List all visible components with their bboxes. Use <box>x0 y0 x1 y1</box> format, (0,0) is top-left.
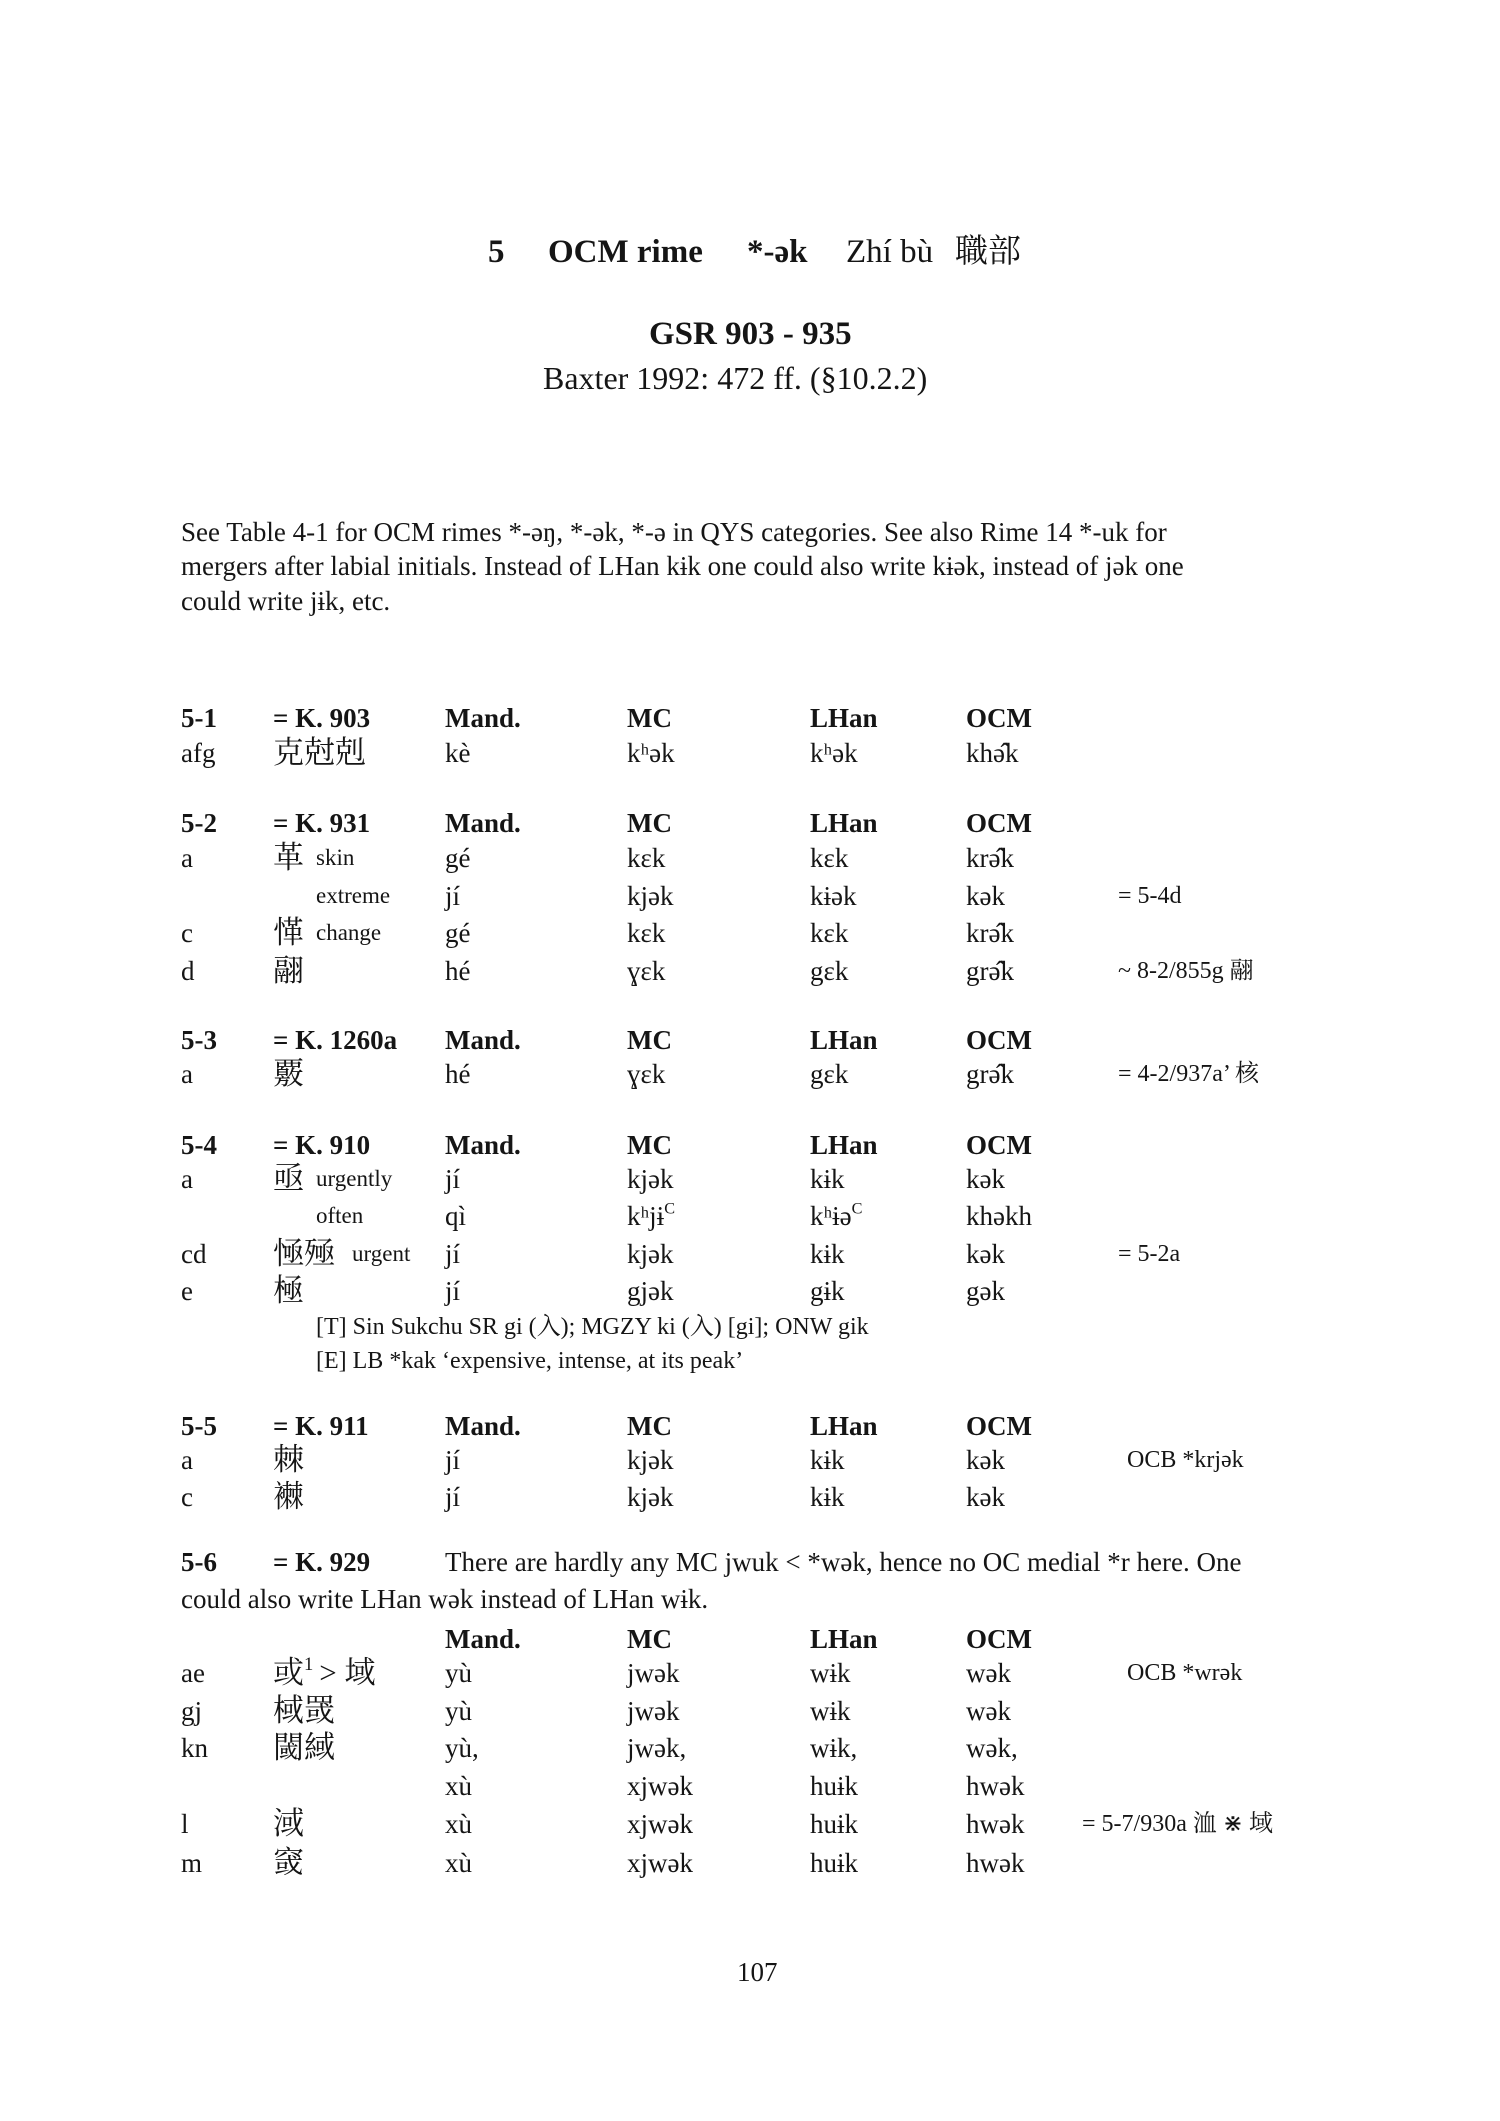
entry-row <box>0 1236 1500 1272</box>
entry-row <box>0 1768 1500 1804</box>
old-chinese-reading: hwək <box>966 1809 1025 1839</box>
middle-chinese-reading: kʰək <box>627 738 675 768</box>
later-han-reading: kɨk <box>810 1239 845 1269</box>
mandarin-reading: kè <box>445 738 471 768</box>
entry-label: kn <box>181 1733 208 1763</box>
entry-characters: 亟 <box>273 1161 304 1196</box>
old-chinese-reading: wək <box>966 1696 1011 1726</box>
entry-characters: 淢 <box>273 1806 304 1841</box>
middle-chinese-reading: jwək <box>627 1658 680 1688</box>
entry-row <box>0 735 1500 771</box>
col-header-old-chinese: OCM <box>966 1624 1032 1654</box>
karlgren-reference: = K. 929 <box>273 1547 371 1577</box>
middle-chinese-reading: kɛk <box>627 918 666 948</box>
entry-label: gj <box>181 1696 203 1726</box>
col-header-middle-chinese: MC <box>627 703 672 733</box>
mandarin-reading: jí <box>445 881 461 911</box>
later-han-reading: huɨk <box>810 1771 859 1801</box>
col-header-old-chinese: OCM <box>966 1025 1032 1055</box>
entry-label: c <box>181 1482 193 1512</box>
entry-character: 或 <box>273 1655 304 1690</box>
comment-row <box>0 1309 1500 1345</box>
old-chinese-reading: hwək <box>966 1848 1025 1878</box>
col-header-mandarin: Mand. <box>445 1411 521 1441</box>
baxter-reconstruction-note: OCB *wrək <box>1127 1660 1243 1686</box>
later-han-reading: kɨk <box>810 1445 845 1475</box>
mandarin-reading: yù <box>445 1696 472 1726</box>
old-chinese-reading: wək, <box>966 1733 1018 1763</box>
old-chinese-reading: khə̂k <box>966 738 1019 768</box>
later-han-reading: gɨk <box>810 1276 845 1306</box>
col-header-old-chinese: OCM <box>966 808 1032 838</box>
entry-label: c <box>181 918 193 948</box>
karlgren-reference: = K. 1260a <box>273 1025 398 1055</box>
old-chinese-reading: khəkh <box>966 1201 1032 1231</box>
middle-chinese-reading: kjək <box>627 881 674 911</box>
middle-chinese-base: kʰjɨ <box>627 1201 665 1231</box>
later-han-reading: wɨk, <box>810 1733 858 1763</box>
entry-row <box>0 1730 1500 1766</box>
middle-chinese-tone: C <box>664 1199 675 1218</box>
entry-characters: 㥛殛 <box>273 1236 335 1271</box>
entry-row <box>0 1479 1500 1515</box>
baxter-reference: Baxter 1992: 472 ff. (§10.2.2) <box>543 360 928 396</box>
later-han-reading: kɛk <box>810 843 849 873</box>
col-header-later-han: LHan <box>810 1411 878 1441</box>
gsr-range: GSR 903 - 935 <box>649 316 852 352</box>
later-han-reading: huɨk <box>810 1848 859 1878</box>
intro-line: mergers after labial initials. Instead of LHan kɨk one could also write kɨək, instead of jək one <box>181 551 1184 581</box>
col-header-mandarin: Mand. <box>445 1025 521 1055</box>
page-number: 107 <box>737 1957 778 1987</box>
entry-label: m <box>181 1848 203 1878</box>
old-chinese-reading: kək <box>966 1164 1005 1194</box>
rime-final: *-ək <box>747 234 808 270</box>
entry-characters: 閾緎 <box>273 1730 335 1765</box>
intro-line: See Table 4-1 for OCM rimes *-əŋ, *-ək, *-ə in QYS categories. See also Rime 14 *-uk for <box>181 517 1167 547</box>
entry-row <box>0 1198 1500 1234</box>
rime-number: 5 <box>488 234 505 270</box>
col-header-old-chinese: OCM <box>966 703 1032 733</box>
old-chinese-reading: grə̂k <box>966 1059 1014 1089</box>
entry-gloss: change <box>316 920 382 945</box>
middle-chinese-reading: kjək <box>627 1482 674 1512</box>
old-chinese-reading: krə̂k <box>966 918 1014 948</box>
entry-row <box>0 878 1500 914</box>
comment-row <box>0 1343 1500 1379</box>
rime-chinese-name: 職部 <box>955 234 1021 270</box>
section-intro-line: could also write LHan wək instead of LHan wɨk. <box>181 1584 709 1614</box>
old-chinese-reading: krə̂k <box>966 843 1014 873</box>
entry-characters: 覈 <box>273 1056 304 1091</box>
later-han-tone: C <box>851 1199 863 1218</box>
section-number: 5-4 <box>181 1130 217 1160</box>
mandarin-reading: qì <box>445 1201 467 1231</box>
karlgren-reference: = K. 910 <box>273 1130 371 1160</box>
mandarin-reading: xù <box>445 1809 472 1839</box>
section-number: 5-6 <box>181 1547 217 1577</box>
mandarin-reading: hé <box>445 956 471 986</box>
intro-line: could write jɨk, etc. <box>181 586 391 616</box>
karlgren-reference: = K. 911 <box>273 1411 369 1441</box>
entry-characters <box>273 1655 376 1691</box>
old-chinese-reading: kək <box>966 1445 1005 1475</box>
entry-characters: 克尅剋 <box>273 735 366 770</box>
entry-label: l <box>181 1809 189 1839</box>
karlgren-reference: = K. 931 <box>273 808 371 838</box>
etymology-comment: [E] LB *kak ‘expensive, intense, at its peak’ <box>316 1348 744 1374</box>
entry-gloss: often <box>316 1203 364 1228</box>
col-header-mandarin: Mand. <box>445 703 521 733</box>
middle-chinese-reading: gjək <box>627 1276 674 1306</box>
middle-chinese-reading: jwək, <box>627 1733 687 1763</box>
later-han-reading: kɨək <box>810 881 857 911</box>
mandarin-reading: jí <box>445 1482 461 1512</box>
entry-characters: 革 <box>273 840 304 875</box>
middle-chinese-reading: xjwək <box>627 1809 693 1839</box>
col-header-old-chinese: OCM <box>966 1130 1032 1160</box>
col-header-middle-chinese: MC <box>627 1624 672 1654</box>
section-number: 5-2 <box>181 808 217 838</box>
old-chinese-reading: grə̂k <box>966 956 1014 986</box>
col-header-middle-chinese: MC <box>627 808 672 838</box>
mandarin-reading: jí <box>445 1164 461 1194</box>
entry-label: d <box>181 956 195 986</box>
karlgren-reference: = K. 903 <box>273 703 371 733</box>
cross-reference-note: = 5-2a <box>1118 1241 1181 1267</box>
mandarin-reading: hé <box>445 1059 471 1089</box>
col-header-middle-chinese: MC <box>627 1130 672 1160</box>
entry-characters: 棫罭 <box>273 1693 335 1728</box>
section-header <box>0 1127 1500 1163</box>
entry-label: e <box>181 1276 193 1306</box>
old-chinese-reading: kək <box>966 881 1005 911</box>
middle-chinese-reading: jwək <box>627 1696 680 1726</box>
col-header-mandarin: Mand. <box>445 1624 521 1654</box>
section-header <box>0 1544 1500 1580</box>
old-chinese-reading: gək <box>966 1276 1005 1306</box>
entry-row <box>0 1161 1500 1197</box>
mandarin-reading: jí <box>445 1445 461 1475</box>
entry-characters: 翮 <box>273 953 304 988</box>
cross-reference-note: = 5-4d <box>1118 883 1182 909</box>
entry-label: a <box>181 843 193 873</box>
mandarin-reading: xù <box>445 1848 472 1878</box>
entry-gloss: urgent <box>352 1241 411 1266</box>
entry-row <box>0 840 1500 876</box>
col-header-mandarin: Mand. <box>445 1130 521 1160</box>
old-chinese-reading: wək <box>966 1658 1011 1688</box>
entry-row <box>0 1056 1500 1092</box>
entry-label: a <box>181 1059 193 1089</box>
entry-label: a <box>181 1445 193 1475</box>
col-header-later-han: LHan <box>810 1130 878 1160</box>
entry-gloss: skin <box>316 845 355 870</box>
later-han-reading: wɨk <box>810 1696 851 1726</box>
col-header-later-han: LHan <box>810 1025 878 1055</box>
entry-row <box>0 1273 1500 1309</box>
section-intro-line: There are hardly any MC jwuk < *wək, hence no OC medial *r here. One <box>445 1547 1242 1577</box>
transcription-comment: [T] Sin Sukchu SR gi (入); MGZY ki (入) [gi]; ONW gik <box>316 1314 869 1340</box>
later-han-base: kʰɨə <box>810 1201 852 1231</box>
later-character-form: > 域 <box>319 1655 376 1690</box>
mandarin-reading: yù, <box>445 1733 479 1763</box>
later-han-reading: kɨk <box>810 1482 845 1512</box>
col-header-middle-chinese: MC <box>627 1025 672 1055</box>
middle-chinese-reading <box>627 1198 675 1234</box>
col-header-old-chinese: OCM <box>966 1411 1032 1441</box>
mandarin-reading: jí <box>445 1276 461 1306</box>
middle-chinese-reading: ɣɛk <box>627 1059 666 1089</box>
entry-label: ae <box>181 1658 205 1688</box>
entry-row <box>0 1442 1500 1478</box>
middle-chinese-reading: ɣɛk <box>627 956 666 986</box>
section-header <box>0 1408 1500 1444</box>
old-chinese-reading: kək <box>966 1239 1005 1269</box>
entry-characters: 窢 <box>273 1845 304 1880</box>
col-header-mandarin: Mand. <box>445 808 521 838</box>
later-han-reading: kɨk <box>810 1164 845 1194</box>
later-han-reading: wɨk <box>810 1658 851 1688</box>
entry-characters: 極 <box>273 1273 304 1308</box>
middle-chinese-reading: kjək <box>627 1445 674 1475</box>
entry-label: cd <box>181 1239 207 1269</box>
col-header-later-han: LHan <box>810 808 878 838</box>
middle-chinese-reading: xjwək <box>627 1771 693 1801</box>
entry-row <box>0 1845 1500 1881</box>
column-header-row <box>0 1621 1500 1657</box>
entry-row <box>0 1655 1500 1691</box>
cross-reference-note: = 4-2/937a’ 核 <box>1118 1061 1260 1087</box>
mandarin-reading: jí <box>445 1239 461 1269</box>
entry-row <box>0 1693 1500 1729</box>
later-han-reading: huɨk <box>810 1809 859 1839</box>
section-header <box>0 700 1500 736</box>
baxter-reconstruction-note: OCB *krjək <box>1127 1447 1244 1473</box>
section-number: 5-5 <box>181 1411 217 1441</box>
section-number: 5-1 <box>181 703 217 733</box>
col-header-later-han: LHan <box>810 703 878 733</box>
section-header <box>0 1022 1500 1058</box>
rime-pinyin: Zhí bù <box>846 234 934 270</box>
entry-row <box>0 953 1500 989</box>
entry-label: a <box>181 1164 193 1194</box>
cross-reference-note: = 5-7/930a 洫 ⋇ 域 <box>1082 1811 1273 1837</box>
section-intro-row <box>0 1581 1500 1617</box>
entry-characters: 棘 <box>273 1442 304 1477</box>
entry-gloss: extreme <box>316 883 391 908</box>
section-header <box>0 805 1500 841</box>
col-header-later-han: LHan <box>810 1624 878 1654</box>
rime-label: OCM rime <box>548 234 703 270</box>
entry-row <box>0 915 1500 951</box>
col-header-middle-chinese: MC <box>627 1411 672 1441</box>
character-variant-number: 1 <box>304 1653 314 1675</box>
middle-chinese-reading: kjək <box>627 1164 674 1194</box>
mandarin-reading: gé <box>445 918 471 948</box>
middle-chinese-reading: kjək <box>627 1239 674 1269</box>
middle-chinese-reading: kɛk <box>627 843 666 873</box>
cross-reference-note: ~ 8-2/855g 翮 <box>1118 958 1254 984</box>
later-han-reading <box>810 1198 862 1234</box>
entry-characters: 襋 <box>273 1479 304 1514</box>
mandarin-reading: xù <box>445 1771 472 1801</box>
later-han-reading: gɛk <box>810 956 849 986</box>
entry-gloss: urgently <box>316 1166 393 1191</box>
mandarin-reading: gé <box>445 843 471 873</box>
entry-label: afg <box>181 738 216 768</box>
mandarin-reading: yù <box>445 1658 472 1688</box>
old-chinese-reading: kək <box>966 1482 1005 1512</box>
entry-row <box>0 1806 1500 1842</box>
later-han-reading: kɛk <box>810 918 849 948</box>
entry-characters: 愅 <box>273 915 304 950</box>
section-number: 5-3 <box>181 1025 217 1055</box>
middle-chinese-reading: xjwək <box>627 1848 693 1878</box>
old-chinese-reading: hwək <box>966 1771 1025 1801</box>
later-han-reading: gɛk <box>810 1059 849 1089</box>
later-han-reading: kʰək <box>810 738 858 768</box>
